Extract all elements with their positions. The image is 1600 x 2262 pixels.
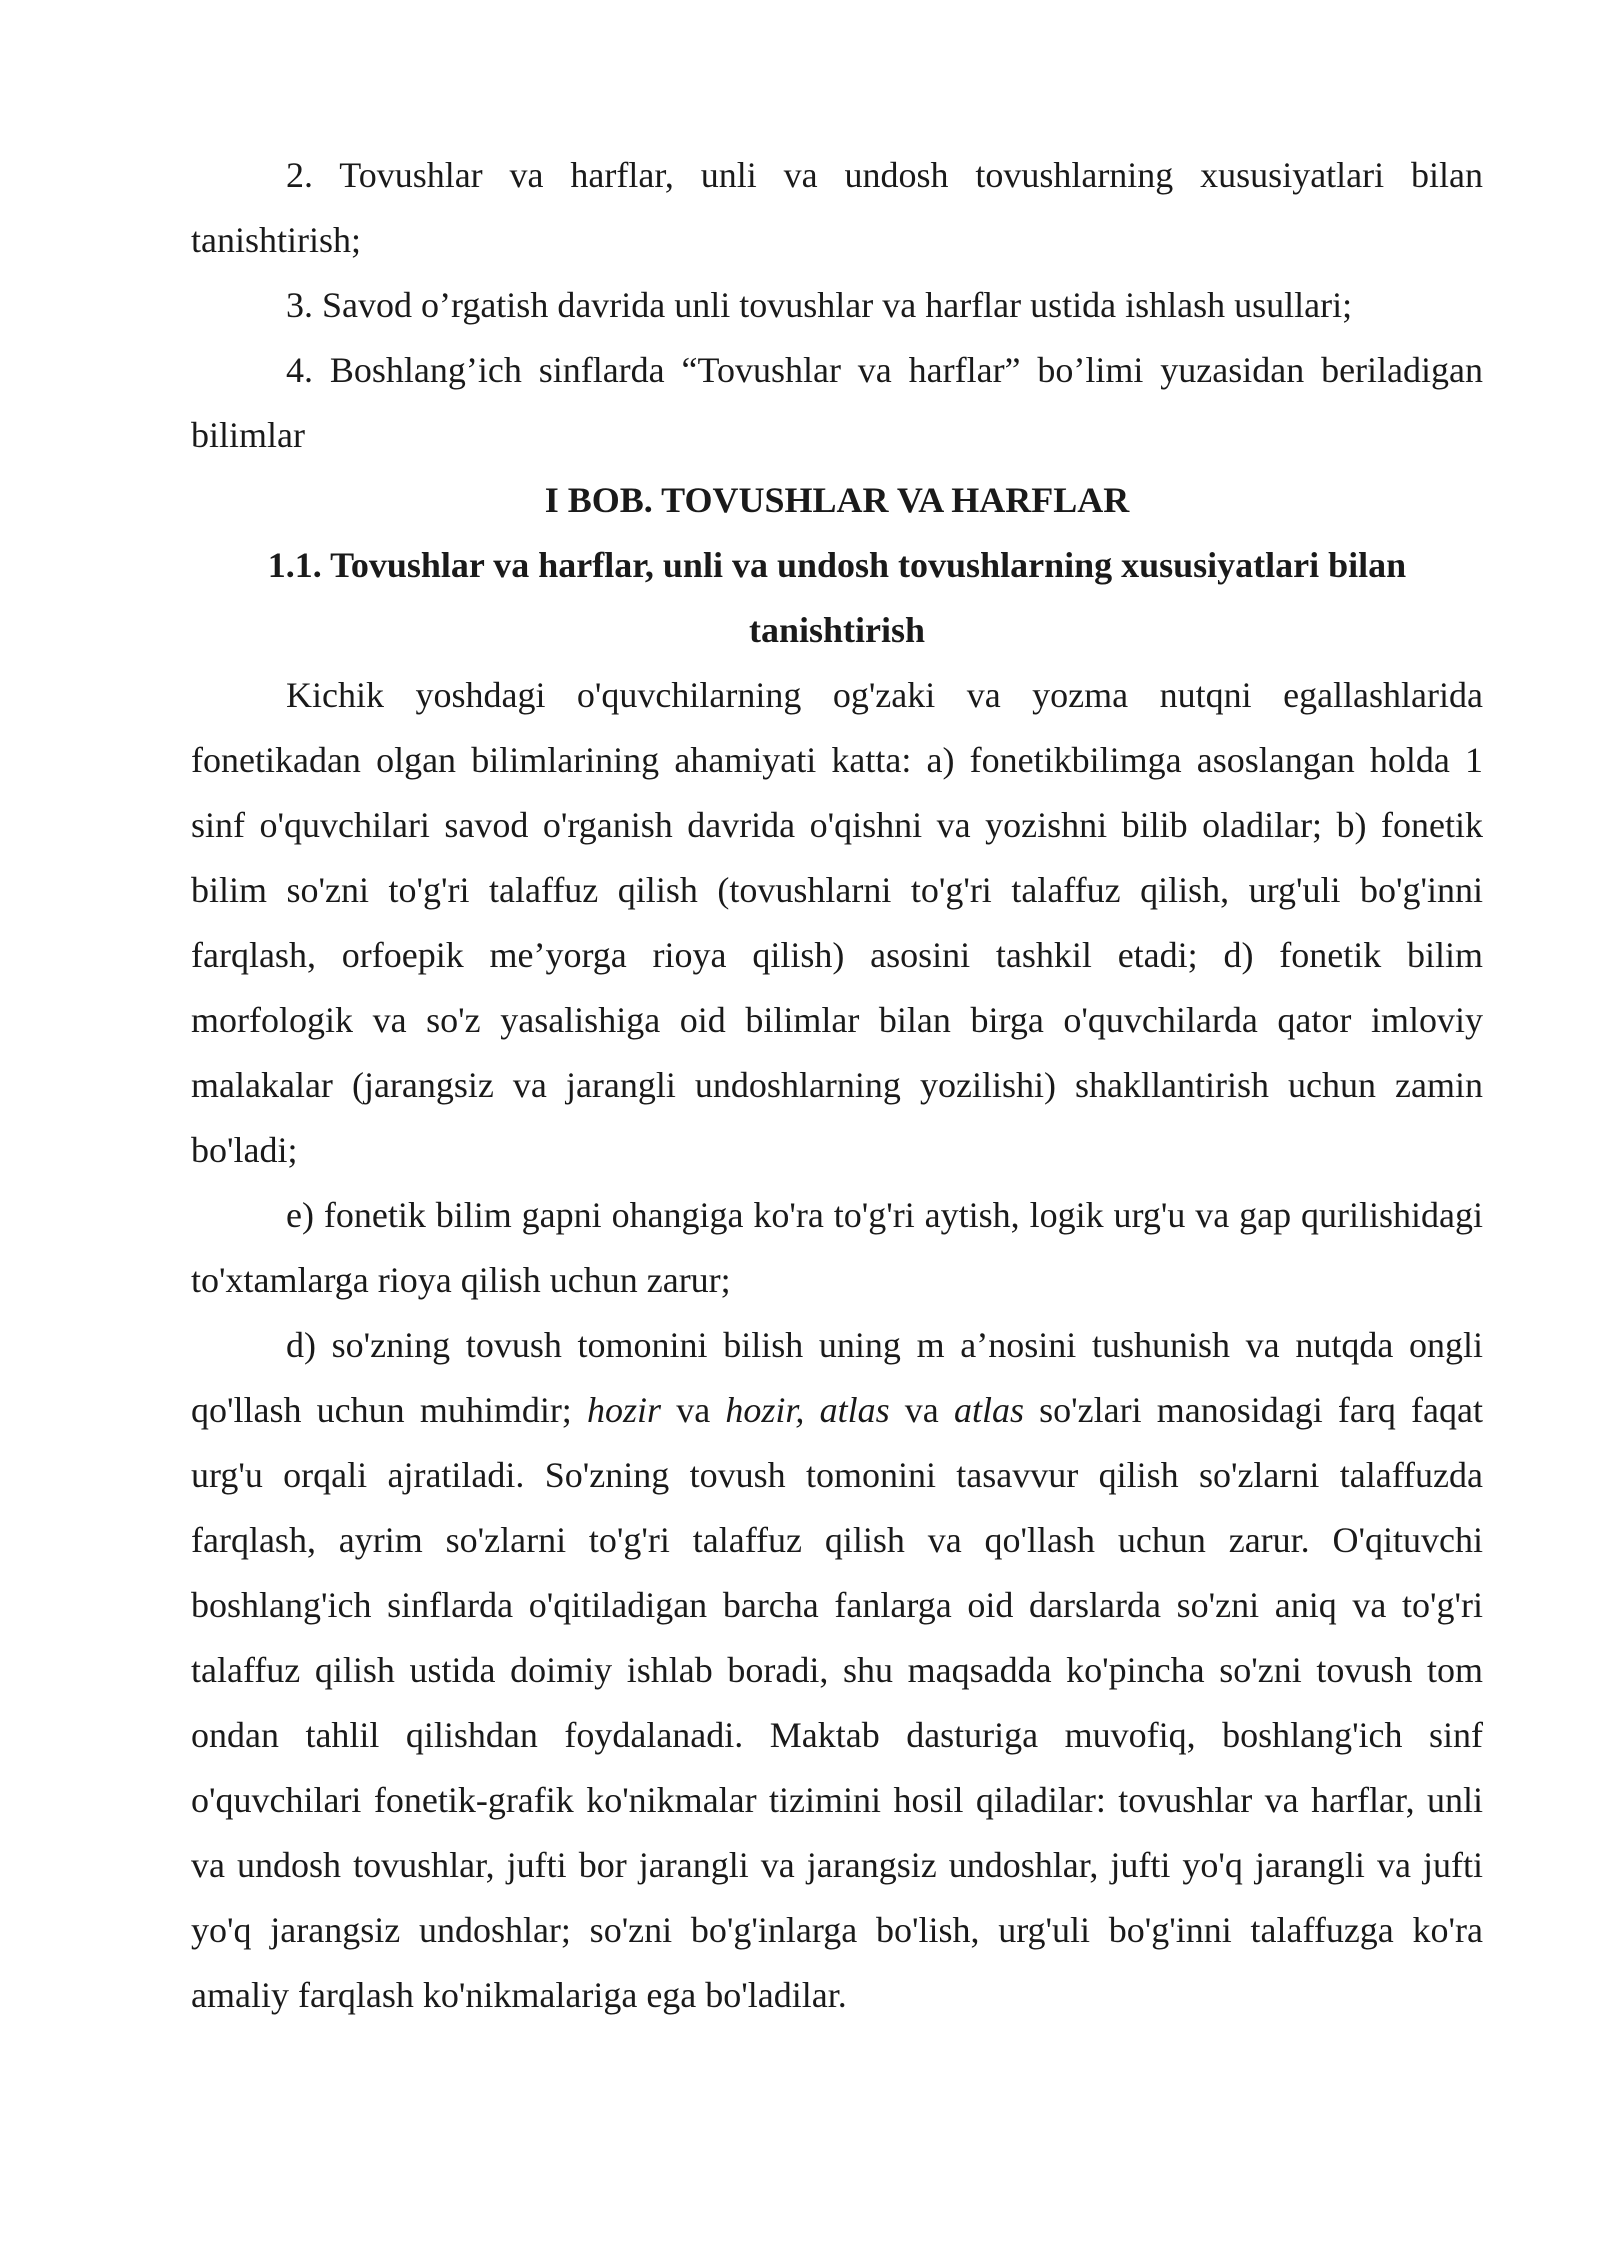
italic-word-hozir-atlas: hozir, atlas bbox=[725, 1390, 890, 1430]
document-body bbox=[191, 143, 1483, 2028]
paragraph-3-text-3: va bbox=[889, 1390, 954, 1430]
italic-word-atlas: atlas bbox=[953, 1390, 1024, 1430]
list-item-2: 2. Tovushlar va harflar, unli va undosh tovushlarning xususiyatlari bilan tanishtirish; bbox=[191, 155, 1483, 260]
paragraph-1: Kichik yoshdagi o'quvchilarning og'zaki va yozma nutqni egallashlarida fonetikadan olgan bilimlarining ahamiyati katta: a) fonetikbilimga asoslangan holda 1 sinf o'quvchilari savod o'rganish davrida o'qishni va yozishni bilib oladilar; b) fonetik bilim so'zni to'g'ri talaffuz qilish (tovushlarni to'g'ri talaffuz qilish, urg'uli bo'g'inni farqlash, orfoepik me’yorga rioya qilish) asosini tashkil etadi; d) fonetik bilim morfologik va so'z yasalishiga oid bilimlar bilan birga o'quvchilarda qator imloviy malakalar (jarangsiz va jarangli undoshlarning yozilishi) shakllantirish uchun zamin bo'ladi; bbox=[191, 675, 1483, 1170]
paragraph-3-text-2: va bbox=[661, 1390, 726, 1430]
italic-word-hozir: hozir bbox=[587, 1390, 662, 1430]
list-item-4: 4. Boshlang’ich sinflarda “Tovushlar va harflar” bo’limi yuzasidan beriladigan bilimlar bbox=[191, 350, 1483, 455]
paragraph-3-text-4: so'zlari manosidagi farq faqat urg'u orqali ajratiladi. So'zning tovush tomonini tasavvur qilish so'zlarni talaffuzda farqlash, ayrim so'zlarni to'g'ri talaffuz qilish va qo'llash uchun zarur. O'qituvchi boshlang'ich sinflarda o'qitiladigan barcha fanlarga oid darslarda so'zni aniq va to'g'ri talaffuz qilish ustida doimiy ishlab boradi, shu maqsadda ko'pincha so'zni tovush tom ondan tahlil qilishdan foydalanadi. Maktab dasturiga muvofiq, boshlang'ich sinf o'quvchilari fonetik-grafik ko'nikmalar tizimini hosil qiladilar: tovushlar va harflar, unli va undosh tovushlar, jufti bor jarangli va jarangsiz undoshlar, jufti yo'q jarangli va jufti yo'q jarangsiz undoshlar; so'zni bo'g'inlarga bo'lish, urg'uli bo'g'inni talaffuzga ko'ra amaliy farqlash ko'nikmalariga ega bo'ladilar. bbox=[191, 1390, 1484, 2015]
paragraph-3 bbox=[191, 1313, 1483, 2028]
list-item-3: 3. Savod o’rgatish davrida unli tovushlar va harflar ustida ishlash usullari; bbox=[286, 285, 1353, 325]
chapter-title: I BOB. TOVUSHLAR VA HARFLAR bbox=[544, 480, 1130, 520]
paragraph-3-text-1: d) so'zning tovush tomonini bilish uning m a’nosini tushunish va nutqda ongli qo'llash uchun muhimdir; bbox=[191, 1325, 1483, 1430]
section-title: 1.1. Tovushlar va harflar, unli va undosh tovushlarning xususiyatlari bilan tanishtirish bbox=[267, 545, 1407, 650]
paragraph-2: e) fonetik bilim gapni ohangiga ko'ra to'g'ri aytish, logik urg'u va gap qurilishidagi to'xtamlarga rioya qilish uchun zarur; bbox=[191, 1195, 1483, 1300]
